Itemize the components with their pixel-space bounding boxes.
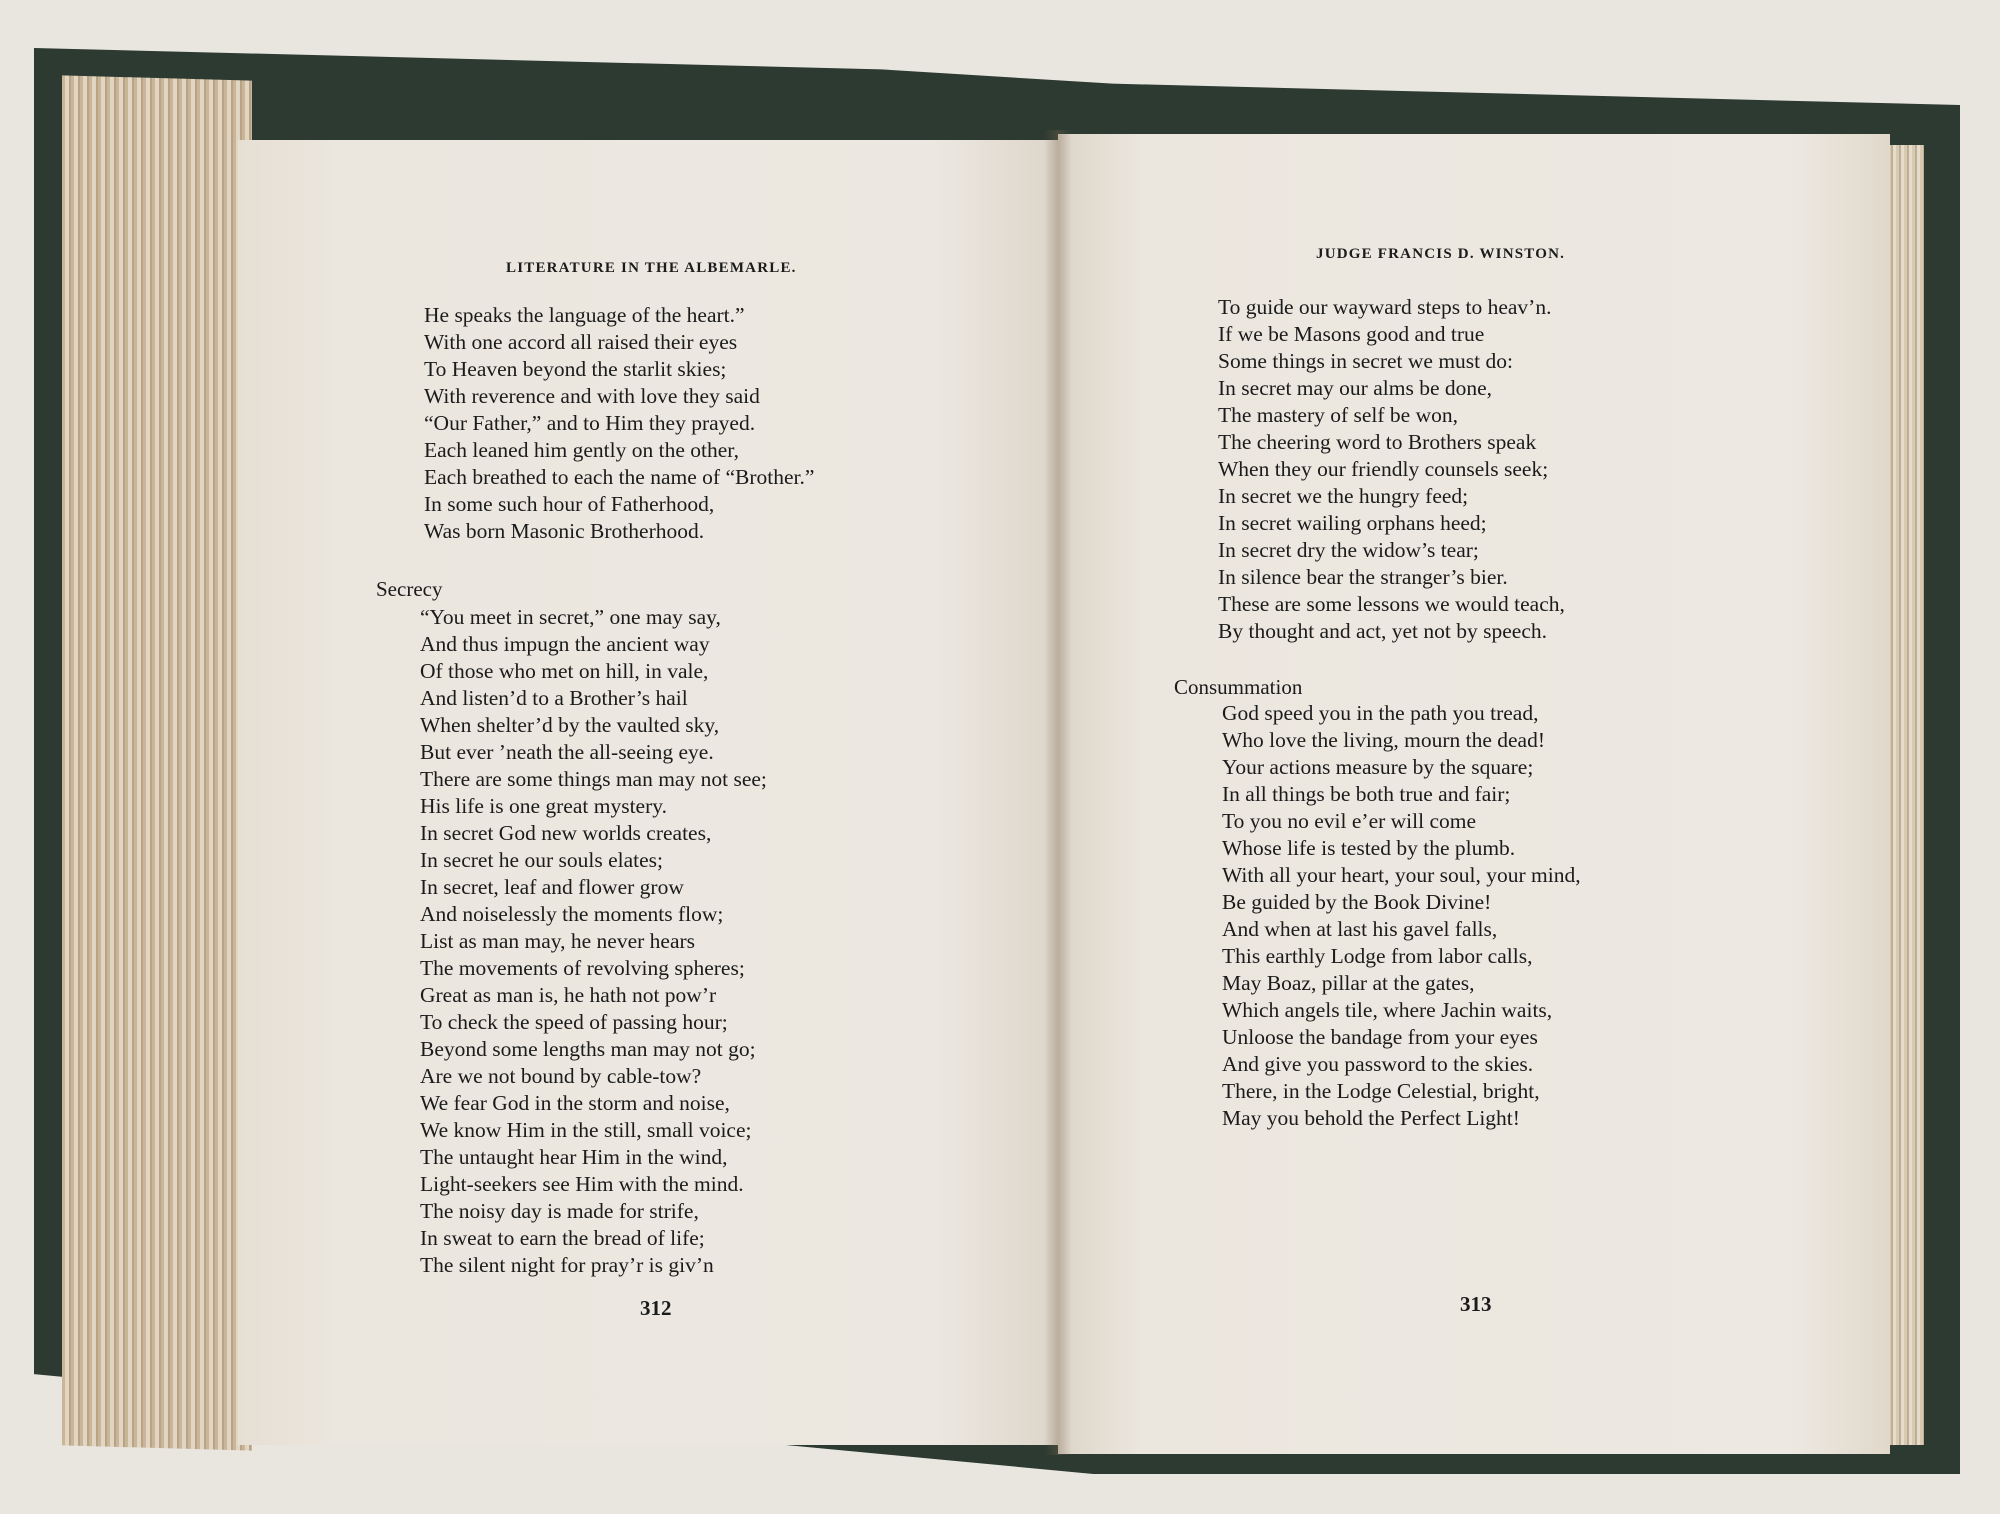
verse-line: Whose life is tested by the plumb.: [1222, 836, 1516, 860]
verse-block: [1222, 700, 1581, 1132]
verse-line: The noisy day is made for strife,: [420, 1199, 699, 1223]
verse-line: May you behold the Perfect Light!: [1222, 1106, 1520, 1130]
verse-line: Which angels tile, where Jachin waits,: [1222, 998, 1553, 1022]
verse-line: And noiselessly the moments flow;: [420, 902, 724, 926]
verse-line: Who love the living, mourn the dead!: [1222, 728, 1546, 752]
verse-line: The silent night for pray’r is giv’n: [420, 1253, 714, 1277]
verse-line: Light-seekers see Him with the mind.: [420, 1172, 744, 1196]
verse-line: The movements of revolving spheres;: [420, 956, 745, 980]
section-title: Secrecy: [376, 577, 443, 601]
verse-line: Was born Masonic Brotherhood.: [424, 519, 705, 543]
verse-line: If we be Masons good and true: [1218, 322, 1485, 346]
verse-line: He speaks the language of the heart.”: [424, 303, 745, 327]
verse-line: We know Him in the still, small voice;: [420, 1118, 752, 1142]
verse-block: [420, 604, 767, 1279]
verse-line: When shelter’d by the vaulted sky,: [420, 713, 720, 737]
running-head: JUDGE FRANCIS D. WINSTON.: [1316, 246, 1566, 262]
verse-line: There, in the Lodge Celestial, bright,: [1222, 1079, 1540, 1103]
section-title: Consummation: [1174, 675, 1303, 699]
verse-line: May Boaz, pillar at the gates,: [1222, 971, 1475, 995]
book-gutter: [1044, 130, 1072, 1455]
verse-line: To check the speed of passing hour;: [420, 1010, 728, 1034]
verse-line: In secret may our alms be done,: [1218, 376, 1493, 400]
verse-line: And when at last his gavel falls,: [1222, 917, 1498, 941]
right-page: [1058, 134, 1890, 1454]
verse-line: To guide our wayward steps to heav’n.: [1218, 295, 1552, 319]
verse-line: In secret he our souls elates;: [420, 848, 663, 872]
verse-line: Each leaned him gently on the other,: [424, 438, 739, 462]
page-number: 312: [640, 1296, 672, 1320]
verse-line: Be guided by the Book Divine!: [1222, 890, 1492, 914]
verse-line: The mastery of self be won,: [1218, 403, 1459, 427]
verse-line: Each breathed to each the name of “Brother.”: [424, 465, 815, 489]
verse-line: Great as man is, he hath not pow’r: [420, 983, 717, 1007]
verse-line: In silence bear the stranger’s bier.: [1218, 565, 1508, 589]
verse-line: And give you password to the skies.: [1222, 1052, 1534, 1076]
verse-line: To you no evil e’er will come: [1222, 809, 1477, 833]
verse-line: In secret, leaf and flower grow: [420, 875, 684, 899]
verse-line: With all your heart, your soul, your mind,: [1222, 863, 1581, 887]
verse-line: The cheering word to Brothers speak: [1218, 430, 1537, 454]
verse-line: In secret wailing orphans heed;: [1218, 511, 1487, 535]
verse-line: We fear God in the storm and noise,: [420, 1091, 730, 1115]
verse-line: God speed you in the path you tread,: [1222, 701, 1539, 725]
page-edges-left: [62, 75, 252, 1450]
verse-line: In sweat to earn the bread of life;: [420, 1226, 705, 1250]
page-number: 313: [1460, 1292, 1492, 1316]
verse-line: Unloose the bandage from your eyes: [1222, 1025, 1538, 1049]
verse-line: But ever ’neath the all-seeing eye.: [420, 740, 714, 764]
verse-line: In secret we the hungry feed;: [1218, 484, 1469, 508]
verse-line: By thought and act, yet not by speech.: [1218, 619, 1547, 643]
verse-line: Beyond some lengths man may not go;: [420, 1037, 756, 1061]
verse-line: In all things be both true and fair;: [1222, 782, 1511, 806]
verse-line: When they our friendly counsels seek;: [1218, 457, 1549, 481]
verse-line: Are we not bound by cable-tow?: [420, 1064, 702, 1088]
verse-line: “Our Father,” and to Him they prayed.: [424, 411, 756, 435]
verse-line: “You meet in secret,” one may say,: [420, 605, 721, 629]
verse-line: Your actions measure by the square;: [1222, 755, 1534, 779]
verse-line: With reverence and with love they said: [424, 384, 760, 408]
verse-line: Some things in secret we must do:: [1218, 349, 1513, 373]
verse-line: In some such hour of Fatherhood,: [424, 492, 715, 516]
verse-line: And thus impugn the ancient way: [420, 632, 710, 656]
verse-line: With one accord all raised their eyes: [424, 330, 738, 354]
verse-line: To Heaven beyond the starlit skies;: [424, 357, 727, 381]
verse-line: These are some lessons we would teach,: [1218, 592, 1565, 616]
verse-block: [424, 302, 814, 545]
running-head: LITERATURE IN THE ALBEMARLE.: [506, 260, 797, 276]
verse-line: And listen’d to a Brother’s hail: [420, 686, 688, 710]
verse-line: Of those who met on hill, in vale,: [420, 659, 709, 683]
verse-line: His life is one great mystery.: [420, 794, 667, 818]
verse-line: In secret God new worlds creates,: [420, 821, 712, 845]
verse-block: [1218, 294, 1565, 645]
verse-line: In secret dry the widow’s tear;: [1218, 538, 1479, 562]
left-page: [238, 140, 1058, 1445]
verse-line: The untaught hear Him in the wind,: [420, 1145, 728, 1169]
verse-line: This earthly Lodge from labor calls,: [1222, 944, 1533, 968]
verse-line: There are some things man may not see;: [420, 767, 767, 791]
verse-line: List as man may, he never hears: [420, 929, 696, 953]
